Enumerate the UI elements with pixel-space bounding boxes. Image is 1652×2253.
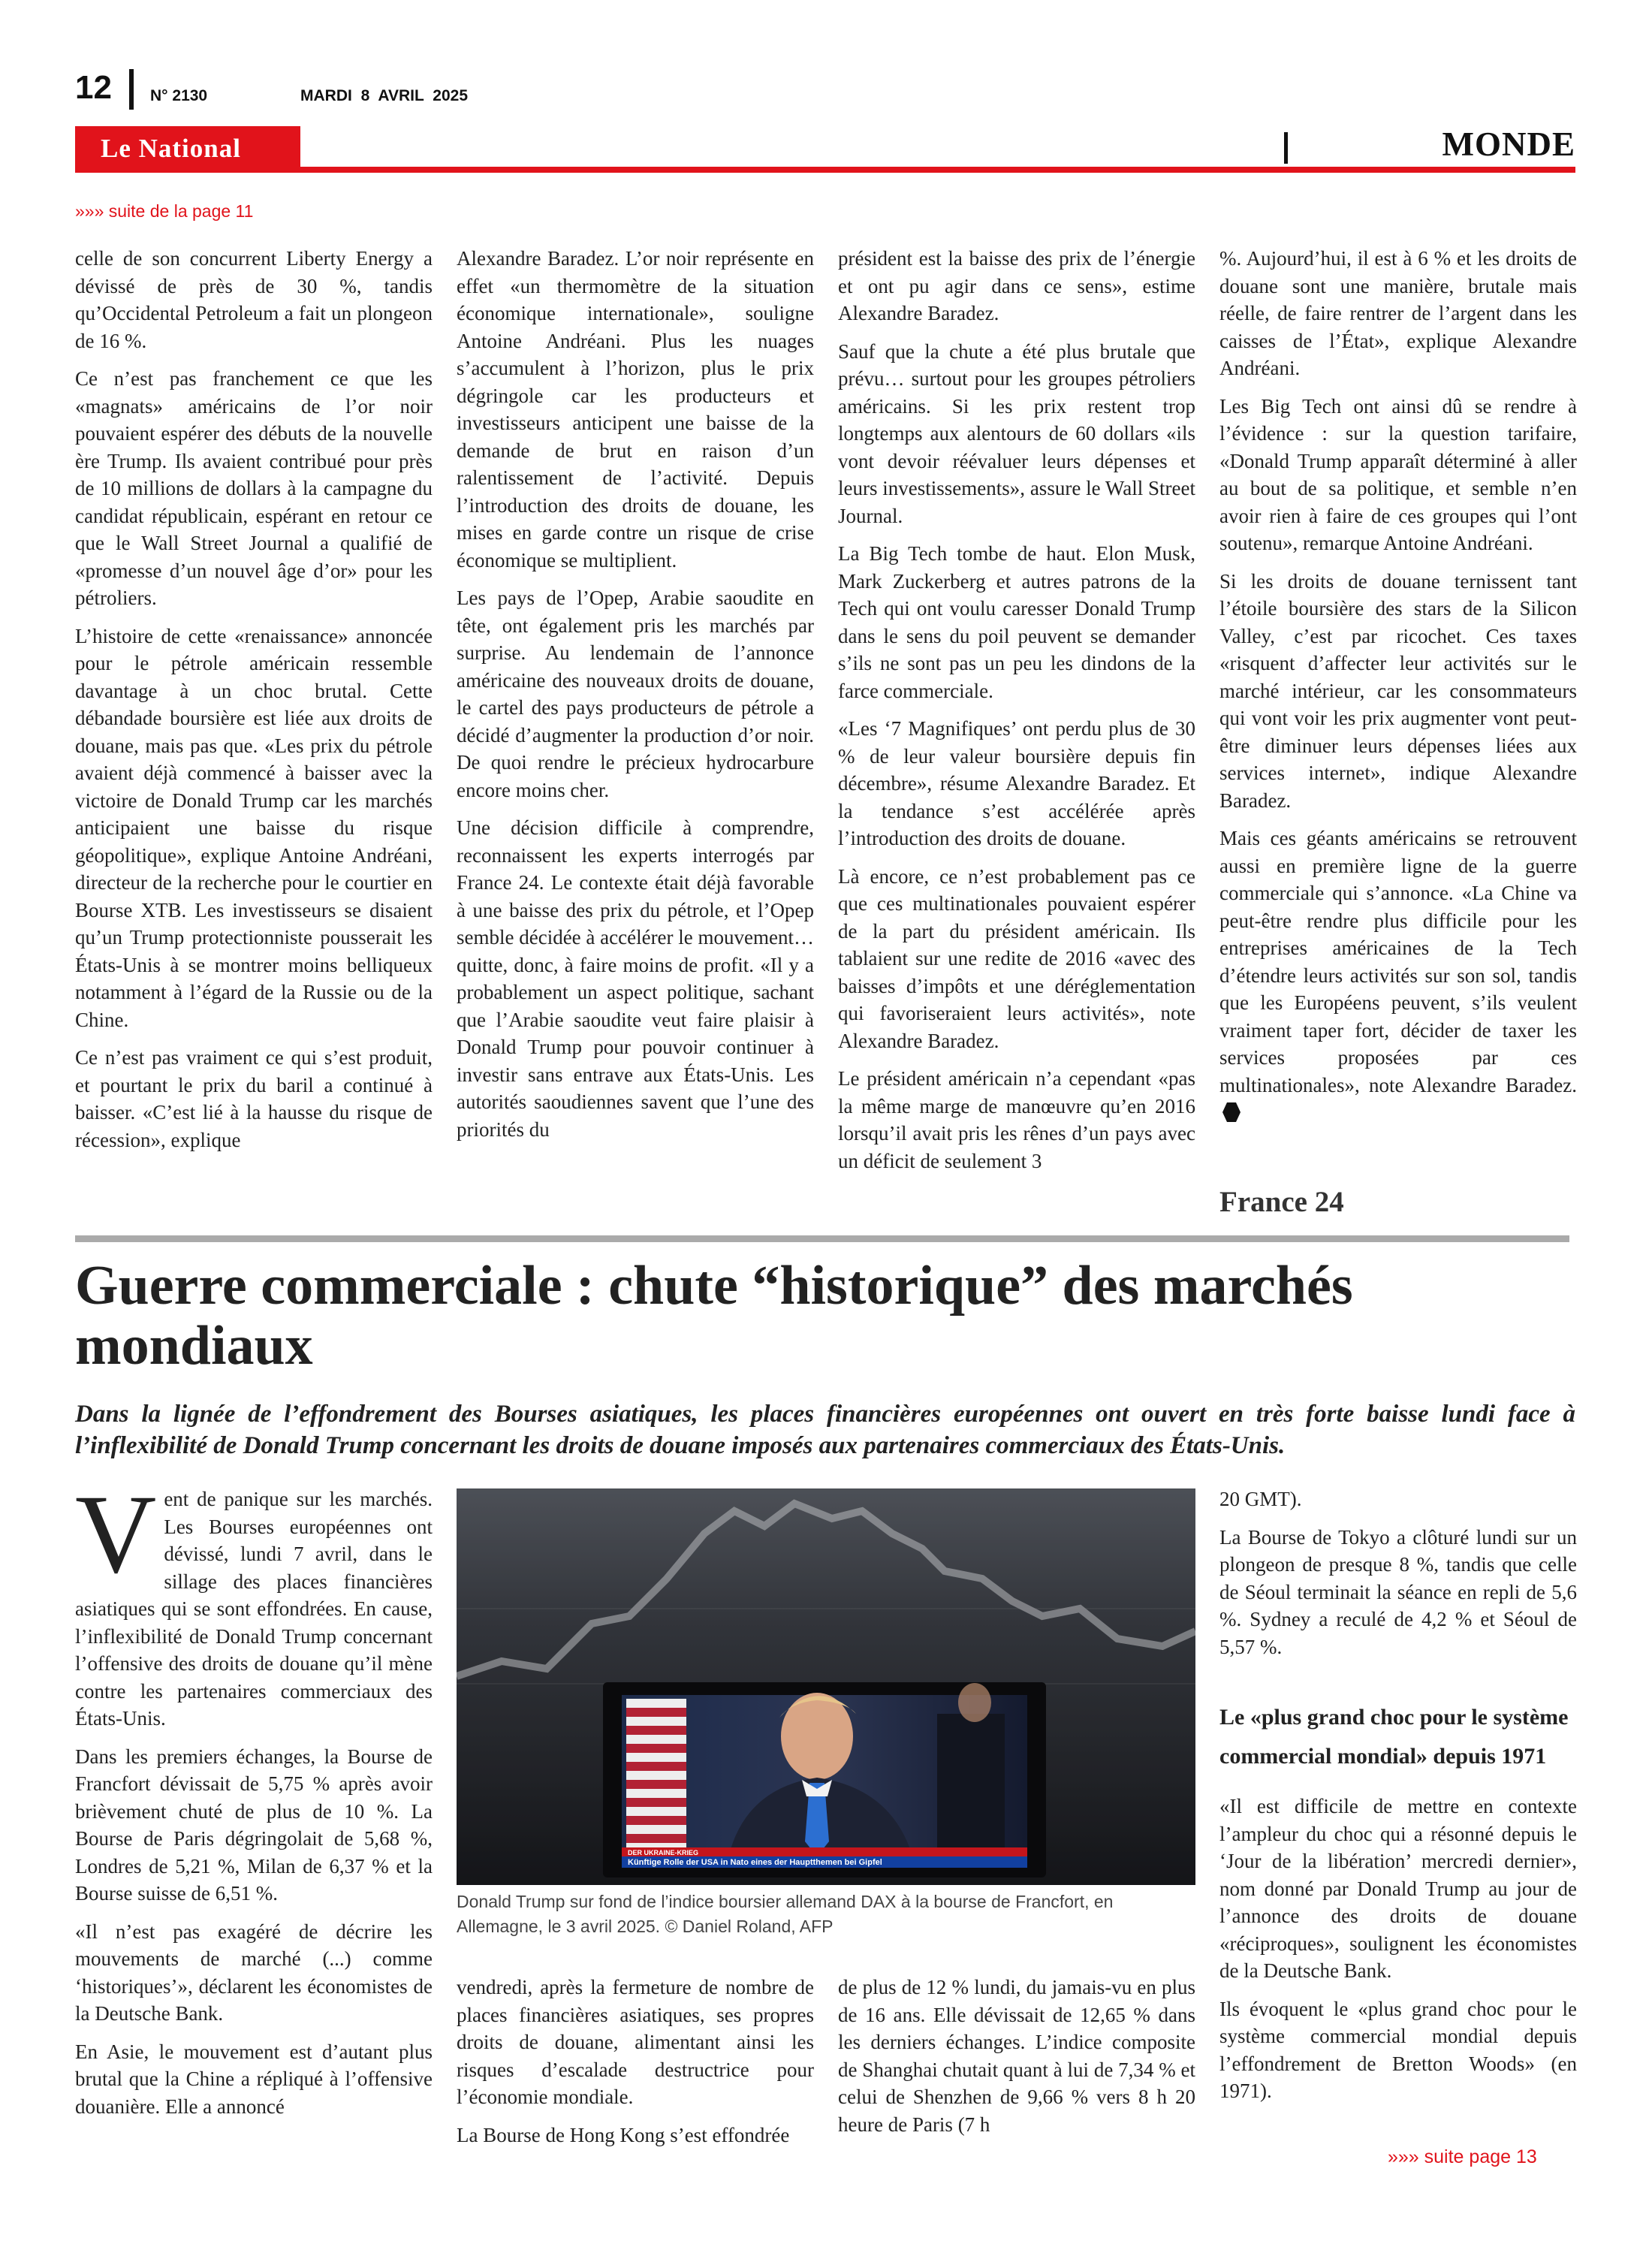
article-source: France 24 [1219, 1186, 1344, 1218]
paragraph: La Bourse de Tokyo a clôturé lundi sur un plongeon de presque 8 %, tandis que celle de Séoul terminait la séance en repli de 5,6 %. Sydney a reculé de 4,2 % et Séoul de 5,57 %. [1219, 1525, 1577, 1658]
main-article-column-2 [457, 1974, 814, 2159]
paragraph: Une décision difficile à comprendre, reconnaissent les experts interrogés par France 24. Le contexte était déjà favorable à une baisse des prix du pétrole, et l’Opep semble décidée à accélérer le mouvement… quitte, donc, à faire moins de profit. «Il y a probablement un aspect politique, sachant que l’Arabie saoudite veut faire plaisir à Donald Trump pour pouvoir continuer à investir sans entrave aux États-Unis. Les autorités saoudiennes savent que l’une des priorités du [457, 816, 814, 1141]
paragraph: celle de son concurrent Liberty Energy a dévissé de près de 30 %, tandis qu’Occidental Petroleum a fait un plongeon de 16 %. [75, 247, 433, 352]
page-number-divider [129, 69, 134, 110]
paragraph: «Il n’est pas exagéré de décrire les mouvements de marché (...) comme ‘historiques’», déclarent les économistes de la Deutsche Bank. [75, 1920, 433, 2025]
paragraph: L’histoire de cette «renaissance» annoncée pour le pétrole américain ressemble davantage à un choc brutal. Cette débandade boursière est liée aux droits de douane, mais pas que. «Les prix du pétrole avaient déjà commencé à baisser avec la victoire de Donald Trump car les marchés anticipaient une baisse du risque géopolitique», explique Antoine Andréani, directeur de la recherche pour le courtier en Bourse XTB. Les investisseurs se disaient qu’un Trump protectionniste pousserait les États-Unis à se montrer moins belliqueux notamment à l’égard de la Russie ou de la Chine. [75, 624, 433, 1031]
paragraph-text: ent de panique sur les marchés. Les Bourses européennes ont dévissé, lundi 7 avril, dans le sillage des places financières asiatiques qui se sont effondrées. En cause, l’inflexibilité de Donald Trump concernant l’offensive des droits de douane qu’il mène contre les partenaires commerciaux des États-Unis. [75, 1488, 433, 1730]
end-of-article-icon [1222, 1102, 1241, 1122]
first-paragraph [75, 1472, 433, 1733]
issue-date: MARDI 8 AVRIL 2025 [300, 87, 469, 104]
header-rule [75, 167, 1575, 173]
paragraph: Ils évoquent le «plus grand choc pour le système commercial mondial depuis l’effondrement de Bretton Woods» (en 1971). [1219, 1997, 1577, 2102]
drop-cap: V [75, 1472, 157, 1597]
trump-dax-photo [457, 1488, 1195, 1885]
paragraph: La Bourse de Hong Kong s’est effondrée [457, 2123, 790, 2146]
continued-on: »»» suite page 13 [1388, 2146, 1537, 2167]
top-article-column-4 [1219, 245, 1577, 1137]
paragraph: président est la baisse des prix de l’énergie et ont pu agir dans ce sens», estime Alexandre Baradez. [838, 247, 1195, 324]
paragraph: Sauf que la chute a été plus brutale que prévu… surtout pour les groupes pétroliers américains. Si les prix restent trop longtemps aux alentours de 60 dollars «ils vont devoir réévaluer leurs dépenses et leurs investissements», assure le Wall Street Journal. [838, 339, 1195, 527]
top-article-column-1 [75, 245, 433, 1164]
paragraph: «Les ‘7 Magnifiques’ ont perdu plus de 30 % de leur valeur boursière depuis fin décembre», résume Alexandre Baradez. Et la tendance s’est accélérée après l’introduction des droits de douane. [838, 717, 1195, 849]
section-title: MONDE [1442, 125, 1575, 163]
subheading: Le «plus grand choc pour le système commercial mondial» depuis 1971 [1219, 1705, 1569, 1769]
paragraph: Les pays de l’Opep, Arabie saoudite en tête, ont également pris les marchés par surprise. Au lendemain de l’annonce américaine des nouveaux droits de douane, le cartel des pays producteurs de pétrole a décidé d’augmenter la production d’or noir. De quoi rendre le précieux hydrocarbure encore moins cher. [457, 587, 814, 801]
paragraph-text: Mais ces géants américains se retrouvent aussi en première ligne de la guerre commerciale qui s’annonce. «La Chine va peut-être rendre plus difficile pour les entreprises américaines de la Tech d’étendre leurs activités sur son sol, tandis que les Européens peuvent, s’ils veulent vraiment taper fort, décider de taxer les services proposées par ces multinationales», note Alexandre Baradez. [1219, 827, 1577, 1096]
paragraph: Alexandre Baradez. L’or noir représente en effet «un thermomètre de la situation économique internationale», souligne Antoine Andréani. Plus les nuages s’accumulent à l’horizon, plus le prix dégringole car les producteurs et investisseurs anticipent une baisse de la demande de brut en raison d’un ralentissement de l’activité. Depuis l’introduction des droits de douane, les mises en garde contre un risque de crise économique se multiplient. [457, 247, 814, 572]
top-article-column-3 [838, 245, 1195, 1185]
issue-number: N° 2130 [150, 87, 208, 104]
main-article-column-1 [75, 1472, 433, 2131]
paragraph: En Asie, le mouvement est d’autant plus brutal que la Chine a répliqué à l’offensive douanière. Elle a annoncé [75, 2040, 433, 2118]
paragraph-last [1219, 825, 1577, 1126]
paragraph: %. Aujourd’hui, il est à 6 % et les droits de douane sont une manière, brutale mais réelle, de faire rentrer de l’argent dans les caisses de l’État», explique Alexandre Andréani. [1219, 247, 1577, 379]
paragraph: Si les droits de douane ternissent tant l’étoile boursière des stars de la Silicon Valley, c’est par ricochet. Ces taxes «risquent d’affecter leur activités sur le marché intérieur, car les consommateurs qui vont voir les prix augmenter vont peut-être diminuer leurs dépenses liées aux services internet», indique Alexandre Baradez. [1219, 569, 1577, 812]
article-separator [75, 1235, 1569, 1242]
section-divider [1284, 132, 1288, 164]
paragraph: vendredi, après la fermeture de nombre de places financières asiatiques, ses propres droits de douane, alimentant ainsi les risques d’escalade destructrice pour l’économie mondiale. [457, 1976, 814, 2108]
ticker-label: DER UKRAINE-KRIEG [628, 1849, 699, 1856]
ticker-text: Künftige Rolle der USA in Nato eines der Hauptthemen bei Gipfel [628, 1858, 882, 1867]
paragraph: Là encore, ce n’est probablement pas ce que ces multinationales pouvaient espérer de la part du président américain. Ils tablaient sur une redite de 2016 «avec des baisses d’impôts et une déréglementation qui favoriseraient leurs activités», note Alexandre Baradez. [838, 864, 1195, 1052]
photo-caption: Donald Trump sur fond de l’indice boursier allemand DAX à la bourse de Francfort, en Allemagne, le 3 avril 2025. © Daniel Roland, AFP [457, 1892, 1114, 1936]
paragraph: «Il est difficile de mettre en contexte l’ampleur du choc qui a résonné depuis le ‘Jour de la libération’ mercredi dernier», nom donné par Donald Trump au jour de l’annonce des droits de douane «réciproques», soulignent les économistes de la Deutsche Bank. [1219, 1795, 1577, 1982]
paragraph: de plus de 12 % lundi, du jamais-vu en plus de 16 ans. Elle dévissait de 12,65 % dans les derniers échanges. L’indice composite de Shanghai chutait quant à lui de 7,34 % et celui de Shenzhen de 9,66 % vers 8 h 20 heure de Paris (7 h [838, 1976, 1195, 2136]
paragraph: Ce n’est pas vraiment ce qui s’est produit, et pourtant le prix du baril a continué à baisser. «C’est lié à la hausse du risque de récession», explique [75, 1046, 433, 1151]
paragraph: Dans les premiers échanges, la Bourse de Francfort dévissait de 5,75 % après avoir brièvement chuté de plus de 10 %. La Bourse de Paris dégringolait de 5,68 %, Londres de 5,21 %, Milan de 6,37 % et la Bourse suisse de 6,51 %. [75, 1745, 433, 1905]
page-number: 12 [75, 69, 112, 106]
article-photo [457, 1488, 1195, 1885]
main-article-column-3 [838, 1974, 1195, 2149]
continued-from: »»» suite de la page 11 [75, 201, 254, 221]
paragraph: Ce n’est pas franchement ce que les «magnats» américains de l’or noir pouvaient espérer des débuts de la nouvelle ère Trump. Ils avaient contribué pour près de 10 millions de dollars à la campagne du candidat républicain, espérant en retour ce que le Wall Street Journal a qualifié de «promesse d’un nouvel âge d’or» pour les pétroliers. [75, 367, 433, 609]
headline: Guerre commerciale : chute “historique” des marchés mondiaux [75, 1255, 1353, 1377]
top-article-column-2 [457, 245, 814, 1154]
paragraph: Les Big Tech ont ainsi dû se rendre à l’évidence : sur la question tarifaire, «Donald Trump apparaît déterminé à aller au bout de sa politique, et semble n’en avoir rien à faire de ces groupes qui l’ont soutenu», remarque Antoine Andréani. [1219, 394, 1577, 554]
brand-name: Le National [101, 134, 241, 163]
paragraph: 20 GMT). [1219, 1488, 1302, 1510]
paragraph: Le président américain n’a cependant «pas la même marge de manœuvre qu’en 2016 lorsqu’il avait pris les rênes d’un pays avec un déficit de seulement 3 [838, 1067, 1195, 1172]
main-article-column-4 [1219, 1485, 1577, 2116]
paragraph: La Big Tech tombe de haut. Elon Musk, Mark Zuckerberg et autres patrons de la Tech qui ont voulu caresser Donald Trump dans le sens du poil peuvent se demander s’ils ne sont pas un peu les dindons de la farce commerciale. [838, 542, 1195, 702]
lede: Dans la lignée de l’effondrement des Bourses asiatiques, les places financières européennes ont ouvert en très forte baisse lundi face à l’inflexibilité de Donald Trump concernant les droits de douane imposés aux partenaires commerciaux des États-Unis. [75, 1401, 1575, 1459]
